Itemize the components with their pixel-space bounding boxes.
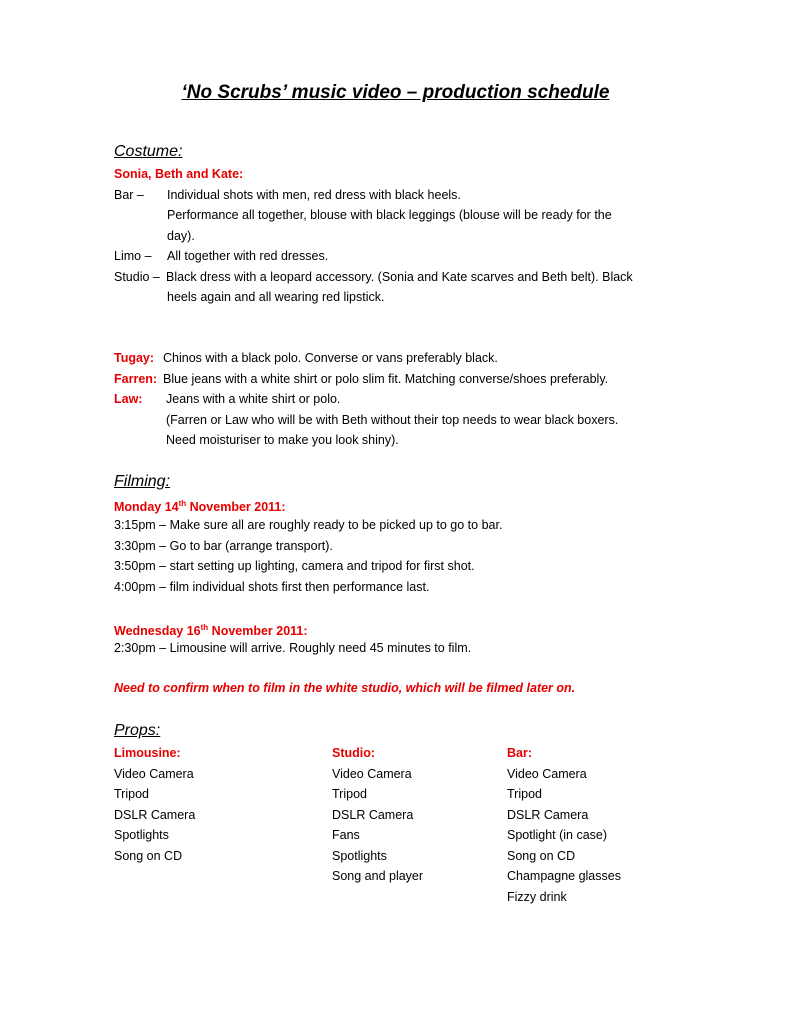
bar-line-3: day). <box>167 229 195 243</box>
tugay-label: Tugay: <box>114 351 155 365</box>
schedule-item: 3:50pm – start setting up lighting, camera and tripod for first shot. <box>114 559 475 573</box>
props-bar-column <box>507 745 621 909</box>
farren-text: Blue jeans with a white shirt or polo slim fit. Matching converse/shoes preferably. <box>163 372 609 386</box>
list-item: Song and player <box>332 869 424 883</box>
list-item: DSLR Camera <box>507 807 589 822</box>
bar-label: Bar – <box>114 188 144 202</box>
props-studio-column <box>332 745 423 889</box>
list-item: Fizzy drink <box>507 889 567 904</box>
costume-heading: Costume: <box>114 143 183 160</box>
schedule-item: 3:15pm – Make sure all are roughly ready to be picked up to go to bar. <box>114 518 503 532</box>
page-title: ‘No Scrubs’ music video – production schedule <box>181 82 610 103</box>
props-heading: Props: <box>114 722 161 739</box>
schedule-item: 4:00pm – film individual shots first then performance last. <box>114 580 430 594</box>
bar-line-1: Individual shots with men, red dress with black heels. <box>167 188 461 202</box>
law-note-2: Need moisturiser to make you look shiny). <box>166 433 399 447</box>
list-item: Video Camera <box>332 766 412 781</box>
tugay-text: Chinos with a black polo. Converse or vans preferably black. <box>163 351 498 365</box>
props-bar-label: Bar: <box>507 746 533 760</box>
list-item: Song on CD <box>114 848 183 863</box>
list-item: Tripod <box>507 787 542 801</box>
props-studio-label: Studio: <box>332 746 376 760</box>
limo-line-1: All together with red dresses. <box>167 249 329 263</box>
list-item: DSLR Camera <box>114 807 196 822</box>
schedule-item: 3:30pm – Go to bar (arrange transport). <box>114 539 333 553</box>
studio-label: Studio – <box>114 270 160 284</box>
studio-line-1: Black dress with a leopard accessory. (Sonia and Kate scarves and Beth belt). Black <box>166 270 633 284</box>
schedule-item: 2:30pm – Limousine will arrive. Roughly need 45 minutes to film. <box>114 641 472 655</box>
law-label: Law: <box>114 392 143 406</box>
list-item: Spotlights <box>114 828 169 842</box>
list-item: DSLR Camera <box>332 807 414 822</box>
list-item: Spotlight (in case) <box>507 828 608 842</box>
list-item: Fans <box>332 828 360 842</box>
filming-note: Need to confirm when to film in the white studio, which will be filmed later on. <box>114 681 576 695</box>
studio-line-2: heels again and all wearing red lipstick. <box>167 290 385 304</box>
filming-day-1-label: Monday 14th November 2011: <box>114 499 286 514</box>
list-item: Spotlights <box>332 848 387 863</box>
costume-group-label: Sonia, Beth and Kate: <box>114 167 244 181</box>
list-item: Tripod <box>114 787 149 801</box>
list-item: Video Camera <box>507 766 587 781</box>
law-text: Jeans with a white shirt or polo. <box>166 392 341 406</box>
bar-line-2: Performance all together, blouse with black leggings (blouse will be ready for the <box>167 208 612 222</box>
list-item: Tripod <box>332 787 367 801</box>
list-item: Champagne glasses <box>507 869 621 883</box>
filming-heading: Filming: <box>114 473 171 490</box>
law-note-1: (Farren or Law who will be with Beth without their top needs to wear black boxers. <box>166 413 619 427</box>
list-item: Video Camera <box>114 766 194 781</box>
props-limousine-column <box>114 745 195 868</box>
list-item: Song on CD <box>507 848 576 863</box>
filming-day-2-label: Wednesday 16th November 2011: <box>114 623 308 638</box>
props-limousine-label: Limousine: <box>114 746 181 760</box>
limo-label: Limo – <box>114 249 152 263</box>
farren-label: Farren: <box>114 372 158 386</box>
